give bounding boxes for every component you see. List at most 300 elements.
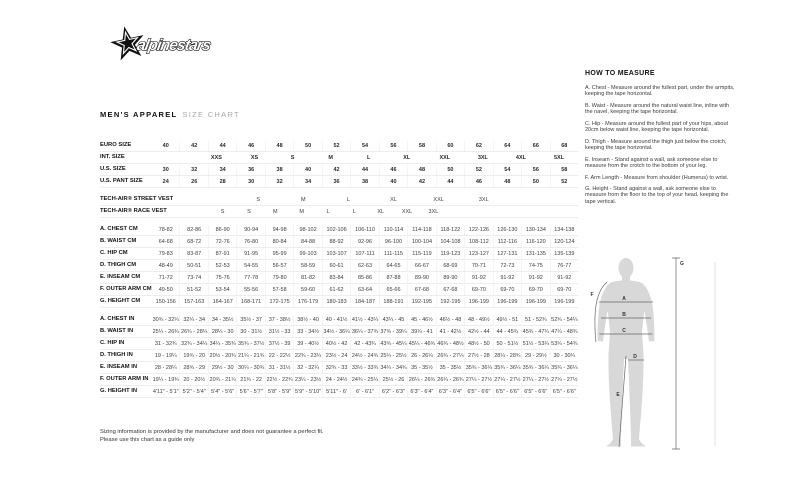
- size-cell: 26: [179, 177, 207, 187]
- size-cell: 46¾ - 48½: [437, 340, 464, 347]
- size-cell: 126-130: [493, 225, 521, 235]
- size-cell: 36: [236, 165, 264, 175]
- size-cell: 107-111: [350, 249, 378, 259]
- row-cells: [152, 387, 578, 397]
- row-label: U.S. SIZE: [100, 166, 126, 173]
- size-cell: 46: [379, 165, 407, 175]
- alpinestars-logo: [110, 18, 235, 66]
- row-cells: [152, 225, 578, 235]
- row-cells: [236, 195, 507, 205]
- size-cell: 4'11" - 5'1": [152, 388, 179, 395]
- table-row: [100, 362, 578, 374]
- size-cell: 6' - 6'1": [350, 387, 378, 397]
- table-row: [100, 272, 578, 284]
- size-cell: 184-187: [350, 297, 378, 307]
- height-line: [672, 258, 680, 449]
- size-cell: 5'2" - 5'4": [179, 387, 207, 397]
- size-cell: 61-62: [322, 285, 350, 295]
- size-cell: 88-92: [322, 237, 350, 247]
- size-cell: 20½ - 20¾: [209, 352, 236, 359]
- size-cell: 40½ - 42: [322, 339, 350, 349]
- size-cell: 35¾ - 36¼: [494, 364, 521, 371]
- size-cell: 29 - 29½: [521, 351, 549, 361]
- size-cell: 64-65: [379, 261, 407, 271]
- measurement-label-f: F: [590, 292, 594, 298]
- size-cell: 54: [493, 165, 521, 175]
- size-cell: 35 - 35½: [407, 363, 435, 373]
- size-cell: 5'4" - 5'6": [208, 387, 236, 397]
- footer-note: [100, 429, 324, 444]
- size-cell: S: [220, 208, 225, 215]
- row-label: F. OUTER ARM IN: [100, 376, 149, 383]
- row-label: A. CHEST IN: [100, 316, 135, 323]
- size-cell: 37¾ - 39¼: [380, 328, 407, 335]
- row-cells: [152, 141, 578, 151]
- row-cells: [152, 363, 578, 373]
- size-cell: 38: [265, 165, 293, 175]
- size-cell: 60-61: [322, 261, 350, 271]
- how-to-paragraph: D. Thigh - Measure around the thigh just below the crotch, keeping the tape horizontal.: [585, 138, 727, 151]
- size-cell: 119-123: [436, 249, 464, 259]
- size-cell: XXL: [439, 154, 451, 161]
- size-cell: 111-115: [379, 249, 407, 259]
- size-cell: 122-126: [464, 225, 492, 235]
- size-cell: 91-92: [550, 273, 578, 283]
- size-cell: 33½ - 33¾: [351, 364, 379, 371]
- table-row: [100, 206, 578, 218]
- size-cell: 45 - 46½: [407, 315, 435, 325]
- size-cell: 69-70: [464, 285, 492, 295]
- row-label: D. THIGH CM: [100, 262, 137, 269]
- row-cells: [152, 261, 578, 271]
- row-label: E. INSEAM IN: [100, 364, 138, 371]
- size-cell: 58: [550, 165, 578, 175]
- size-cell: 99-103: [293, 249, 321, 259]
- size-cell: 79-80: [265, 273, 293, 283]
- size-cell: 54: [350, 141, 378, 151]
- size-cell: XXS: [210, 154, 222, 161]
- size-cell: 6'5" - 6'6": [521, 387, 549, 397]
- size-cell: 42: [407, 177, 435, 187]
- size-cell: 134-138: [550, 225, 578, 235]
- table-row: [100, 296, 578, 308]
- row-label: B. WAIST IN: [100, 328, 134, 335]
- size-cell: 3XL: [477, 154, 488, 161]
- size-cell: 55-56: [236, 285, 264, 295]
- size-cell: 68: [550, 141, 578, 151]
- size-cell: 34: [208, 165, 236, 175]
- size-cell: 89-90: [436, 273, 464, 283]
- size-cell: 76-80: [236, 237, 264, 247]
- size-cell: 44: [436, 177, 464, 187]
- size-cell: M: [272, 208, 278, 215]
- row-label: TECH-AIR® RACE VEST: [100, 208, 167, 215]
- how-to-paragraph: F. Arm Length - Measure from shoulder (Humerus) to wrist.: [585, 174, 729, 181]
- size-cell: 86-90: [208, 225, 236, 235]
- size-cell: L: [346, 196, 350, 203]
- size-cell: 34½ - 36¼: [323, 328, 350, 335]
- size-cell: 26 - 26¼: [407, 351, 435, 361]
- size-cell: 52: [550, 177, 578, 187]
- size-cell: 104-108: [436, 237, 464, 247]
- size-cell: 44: [350, 165, 378, 175]
- size-cell: 30 - 30¼: [550, 351, 578, 361]
- size-cell: 52-53: [208, 261, 236, 271]
- size-cell: 3XL: [428, 208, 439, 215]
- size-cell: 112-116: [493, 237, 521, 247]
- size-cell: 62-63: [350, 261, 378, 271]
- size-cell: M: [328, 154, 333, 161]
- size-cell: 74-75: [521, 261, 549, 271]
- size-cell: XL: [377, 208, 385, 215]
- size-cell: 33 - 34½: [293, 327, 321, 337]
- body-diagram: [588, 256, 728, 466]
- size-cell: L: [352, 208, 356, 215]
- table-row: [100, 284, 578, 296]
- size-cell: 36¼ - 37¾: [351, 328, 379, 335]
- size-cell: 50-51: [179, 261, 207, 271]
- size-cell: 83-87: [179, 249, 207, 259]
- size-cell: 6'5" - 6'6": [550, 387, 578, 397]
- size-cell: 72-76: [208, 237, 236, 247]
- size-cell: 32¾ - 34¼: [181, 340, 208, 347]
- measurement-label-g: G: [680, 261, 684, 267]
- size-cell: L: [367, 154, 371, 161]
- size-cell: 131-135: [521, 249, 549, 259]
- size-cell: 32 - 32¼: [293, 363, 321, 373]
- size-cell: XL: [403, 154, 411, 161]
- size-cell: 29½ - 30: [208, 363, 236, 373]
- size-cell: 40: [293, 165, 321, 175]
- table-row: [100, 140, 578, 152]
- size-cell: 36: [322, 177, 350, 187]
- size-cell: 51 - 52¾: [521, 315, 549, 325]
- size-cell: 196-199: [550, 297, 578, 307]
- how-to-paragraph: C. Hip - Measure around the fullest part of your hips, about 20cm below waist line, keeping the tape horizontal.: [585, 120, 729, 134]
- table-row: [100, 374, 578, 386]
- size-cell: 20¾ - 21¼: [209, 376, 236, 383]
- size-cell: 68-72: [179, 237, 207, 247]
- how-to-paragraph: A. Chest - Measure around the fullest part, under the armpits, keeping the tape horizontal.: [585, 85, 735, 98]
- size-cell: 91-95: [236, 249, 264, 259]
- size-cell: 5'8" - 5'9": [265, 387, 293, 397]
- size-cell: 77-78: [236, 273, 264, 283]
- measurement-label-c: C: [622, 328, 626, 334]
- row-label: TECH-AIR® STREET VEST: [100, 196, 174, 203]
- size-cell: 27½ - 28: [464, 351, 492, 361]
- size-cell: 92-96: [350, 237, 378, 247]
- size-cell: 27¼ - 27½: [551, 376, 578, 383]
- size-cell: M: [299, 208, 304, 215]
- size-cell: 65-66: [379, 285, 407, 295]
- size-cell: 28¾ - 29: [179, 363, 207, 373]
- size-cell: 81-82: [293, 273, 321, 283]
- size-cell: 57-58: [265, 285, 293, 295]
- size-cell: 24¾ - 25¼: [351, 376, 379, 383]
- size-cell: 31 - 32¾: [154, 340, 177, 347]
- size-cell: 35 - 35½: [436, 363, 464, 373]
- size-cell: 64-68: [158, 238, 173, 245]
- size-cell: 19¼ - 19¾: [152, 376, 179, 383]
- size-cell: 63-64: [350, 285, 378, 295]
- size-cell: 53-54: [208, 285, 236, 295]
- size-cell: 150-156: [155, 298, 176, 305]
- size-cell: 49-50: [158, 286, 173, 293]
- row-label: G. HEIGHT CM: [100, 298, 141, 305]
- row-cells: [152, 339, 578, 349]
- row-label: EURO SIZE: [100, 142, 132, 149]
- size-cell: 34¼ - 34¾: [380, 364, 407, 371]
- size-cell: XS: [250, 154, 259, 161]
- table-row: [100, 164, 578, 176]
- size-cell: 6'5" - 6'6": [464, 387, 492, 397]
- how-to-paragraph: B. Waist - Measure around the natural waist line, inline with the navel, keeping the tape horizontal.: [585, 102, 730, 116]
- size-cell: 95-99: [265, 249, 293, 259]
- size-cell: 130-134: [521, 225, 549, 235]
- title-light: SIZE CHART: [182, 110, 240, 119]
- size-cell: 39¼ - 41: [407, 327, 435, 337]
- size-cell: 19¾ - 20: [179, 351, 207, 361]
- size-cell: 44: [208, 141, 236, 151]
- row-label: D. THIGH IN: [100, 352, 133, 359]
- page-title: [100, 110, 240, 119]
- row-cells: [197, 153, 578, 163]
- size-cell: 26¼ - 26¾: [437, 376, 464, 383]
- size-cell: S: [290, 154, 295, 161]
- size-cell: 5'6" - 5'7": [236, 387, 264, 397]
- size-cell: 40: [379, 177, 407, 187]
- row-label: INT. SIZE: [100, 154, 125, 161]
- size-cell: 37 - 38½: [265, 315, 293, 325]
- size-cell: 31 - 31½: [265, 363, 293, 373]
- size-cell: 69-70: [493, 285, 521, 295]
- size-cell: 31½ - 33: [265, 327, 293, 337]
- size-cell: 91-92: [493, 273, 521, 283]
- size-cell: 56-57: [265, 261, 293, 271]
- table-row: [100, 350, 578, 362]
- size-cell: 52: [464, 165, 492, 175]
- size-cell: 35¾ - 36¼: [551, 364, 578, 371]
- size-cell: 67-68: [407, 285, 435, 295]
- size-cell: 78-82: [158, 226, 173, 233]
- size-cell: 82-86: [179, 225, 207, 235]
- size-cell: 35¾ - 36¼: [522, 364, 549, 371]
- size-cell: 188-191: [379, 297, 407, 307]
- size-cell: 54-55: [236, 261, 264, 271]
- row-cells: [152, 273, 578, 283]
- size-cell: 50 - 51½: [493, 339, 521, 349]
- size-cell: S: [247, 208, 251, 215]
- how-to-heading: HOW TO MEASURE: [585, 70, 655, 77]
- table-row: [100, 260, 578, 272]
- size-cell: 60: [436, 141, 464, 151]
- row-label: F. OUTER ARM CM: [100, 286, 152, 293]
- how-to-paragraphs: [585, 85, 737, 205]
- size-cell: 40 - 41½: [322, 315, 350, 325]
- row-cells: [152, 375, 578, 385]
- size-cell: 196-199: [464, 297, 492, 307]
- row-label: E. INSEAM CM: [100, 274, 141, 281]
- size-cell: 48: [493, 177, 521, 187]
- size-cell: 28¼ - 28¾: [494, 352, 521, 359]
- size-cell: 25¼ - 25½: [380, 352, 407, 359]
- size-cell: 32¾ - 33: [322, 363, 350, 373]
- size-cell: 168-171: [236, 297, 264, 307]
- size-cell: 41 - 42½: [436, 327, 464, 337]
- table-row: [100, 248, 578, 260]
- size-cell: 110-114: [379, 225, 407, 235]
- size-cell: 30¾ - 32¼: [152, 316, 179, 323]
- size-cell: 116-120: [521, 237, 549, 247]
- row-label: C. HIP CM: [100, 250, 128, 257]
- size-cell: 27¼ - 27½: [465, 376, 493, 383]
- size-cell: 48 - 49½: [464, 315, 492, 325]
- size-cell: 42: [179, 141, 207, 151]
- row-cells: [152, 177, 578, 187]
- size-cell: 4XL: [515, 154, 526, 161]
- size-cell: 45¾ - 47¼: [522, 328, 549, 335]
- size-cell: 47¼ - 48¾: [551, 328, 578, 335]
- size-cell: 21¾ - 22: [236, 375, 264, 385]
- size-cell: 157-163: [179, 297, 207, 307]
- size-cell: M: [301, 196, 306, 203]
- size-cell: 67-68: [436, 285, 464, 295]
- size-cell: 6'5" - 6'6": [493, 387, 521, 397]
- size-cell: 120-124: [550, 237, 578, 247]
- size-cell: 103-107: [322, 249, 350, 259]
- size-cell: 51-52: [179, 285, 207, 295]
- size-cell: 30 - 31½: [236, 327, 264, 337]
- size-cell: 108-112: [464, 237, 492, 247]
- size-cell: 180-183: [322, 297, 350, 307]
- size-cell: 42: [322, 165, 350, 175]
- row-cells: [152, 327, 578, 337]
- size-cell: 23½ - 24: [322, 351, 350, 361]
- size-cell: 6'3" - 6'4": [436, 387, 464, 397]
- size-cell: 114-118: [407, 225, 435, 235]
- title-bold: MEN'S APPAREL: [100, 110, 178, 119]
- size-cell: 59-60: [293, 285, 321, 295]
- size-cell: 43¾ - 45¼: [380, 340, 407, 347]
- size-cell: 24: [162, 178, 169, 185]
- size-cell: 6'2" - 6'3": [379, 387, 407, 397]
- row-label: U.S. PANT SIZE: [100, 178, 143, 185]
- size-cell: 196-199: [493, 297, 521, 307]
- size-cell: 26¼ - 26¾: [408, 376, 436, 383]
- measurement-label-b: B: [622, 312, 626, 318]
- size-cell: 46½ - 48: [436, 315, 464, 325]
- size-cell: 24 - 24½: [322, 375, 350, 385]
- size-cell: 75-76: [208, 273, 236, 283]
- size-cell: 98-102: [293, 225, 321, 235]
- size-cell: 25¼ - 26¾: [152, 328, 179, 335]
- size-cell: 192-195: [436, 297, 464, 307]
- footer-line-2: Please use this chart as a guide only: [100, 436, 195, 443]
- size-cell: 192-195: [407, 297, 435, 307]
- size-cell: 87-88: [379, 273, 407, 283]
- size-cell: 3XL: [478, 196, 489, 203]
- size-cell: XXL: [433, 196, 444, 203]
- size-cell: 62: [464, 141, 492, 151]
- size-cell: 39 - 40½: [293, 339, 321, 349]
- size-cell: 91-92: [521, 273, 549, 283]
- size-cell: 19 - 19¼: [154, 352, 177, 359]
- size-cell: 21¼ - 21¾: [237, 352, 265, 359]
- how-to-paragraph: E. Inseam - Stand against a wall, ask someone else to measure from the crotch to the bottom of your leg.: [585, 156, 718, 169]
- size-cell: 48: [407, 165, 435, 175]
- size-cell: 45¼ - 46¾: [408, 340, 436, 347]
- size-cell: 40: [162, 142, 169, 149]
- size-cell: 50: [521, 177, 549, 187]
- size-cell: 66-67: [407, 261, 435, 271]
- size-cell: 89-90: [407, 273, 435, 283]
- row-label: A. CHEST CM: [100, 226, 138, 233]
- size-cell: 5'9" - 5'10": [294, 388, 322, 395]
- size-cell: 94-98: [265, 225, 293, 235]
- size-cell: 56: [379, 141, 407, 151]
- size-cell: 115-119: [407, 249, 435, 259]
- size-cell: 96-100: [379, 237, 407, 247]
- size-cell: 176-179: [293, 297, 321, 307]
- row-label: B. WAIST CM: [100, 238, 137, 245]
- size-cell: 5XL: [553, 154, 565, 161]
- size-cell: XL: [390, 196, 397, 203]
- size-cell: 135-139: [550, 249, 578, 259]
- size-cell: 38: [350, 177, 378, 187]
- size-cell: 80-84: [265, 237, 293, 247]
- size-cell: 70-71: [464, 261, 492, 271]
- size-cell: 42½ - 44: [464, 327, 492, 337]
- size-cell: 73-74: [179, 273, 207, 283]
- size-cell: 26¾ - 27¼: [437, 352, 464, 359]
- size-cell: 6'3" - 6'4": [407, 387, 435, 397]
- size-cell: 118-122: [436, 225, 464, 235]
- size-cell: 34: [293, 177, 321, 187]
- size-cell: 56: [521, 165, 549, 175]
- size-cell: 164-167: [208, 297, 236, 307]
- size-cell: 172-175: [265, 297, 293, 307]
- size-cell: 22¾ - 23¼: [294, 352, 322, 359]
- size-cell: 53¼ - 54¾: [551, 340, 578, 347]
- size-cell: 46: [464, 177, 492, 187]
- size-cell: 196-199: [521, 297, 549, 307]
- size-cell: 30: [236, 177, 264, 187]
- size-cell: 28¼ - 30: [208, 327, 236, 337]
- size-cell: 85-86: [350, 273, 378, 283]
- row-cells: [152, 315, 578, 325]
- row-cells: [152, 249, 578, 259]
- size-cell: 5'11" - 6': [322, 387, 350, 397]
- table-row: [100, 176, 578, 188]
- size-cell: 66: [521, 141, 549, 151]
- row-cells: [152, 285, 578, 295]
- row-label: G. HEIGHT IN: [100, 388, 138, 395]
- size-cell: XXL: [401, 208, 413, 215]
- table-row: [100, 326, 578, 338]
- size-cell: 51½ - 53¼: [522, 340, 549, 347]
- size-cell: 20 - 20½: [179, 375, 207, 385]
- footer-line-1: Sizing information is provided by the manufacturer and does not guarantee a perfect fit.: [100, 429, 324, 435]
- logo-wordmark: alpinestars: [135, 37, 212, 54]
- row-cells: [152, 165, 578, 175]
- size-cell: 37½ - 39: [265, 339, 293, 349]
- row-cells: [152, 351, 578, 361]
- size-cell: 28 - 28¼: [154, 364, 177, 371]
- size-cell: 106-110: [350, 225, 378, 235]
- size-cell: 32: [265, 177, 293, 187]
- size-cell: 48: [265, 141, 293, 151]
- table-row: [100, 338, 578, 350]
